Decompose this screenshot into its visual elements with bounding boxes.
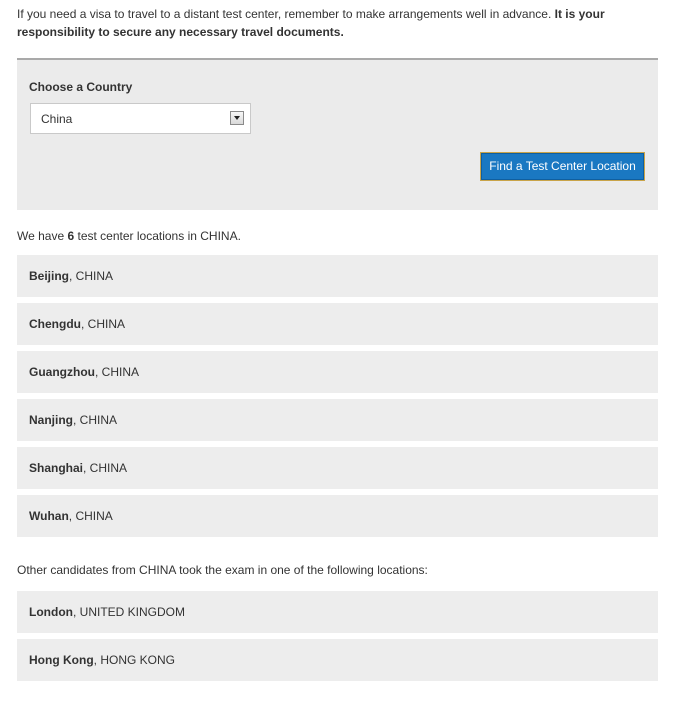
test-center-list bbox=[17, 255, 658, 543]
location-city: Nanjing bbox=[29, 413, 73, 427]
list-item[interactable] bbox=[17, 447, 658, 489]
location-country: , CHINA bbox=[81, 317, 126, 331]
country-select[interactable] bbox=[30, 103, 251, 134]
visa-notice bbox=[17, 5, 647, 41]
location-city: Hong Kong bbox=[29, 653, 94, 667]
list-item[interactable] bbox=[17, 639, 658, 681]
location-summary bbox=[17, 229, 241, 243]
location-country: , UNITED KINGDOM bbox=[72, 605, 185, 619]
location-country: , HONG KONG bbox=[93, 653, 175, 667]
find-test-center-button[interactable]: Find a Test Center Location bbox=[480, 152, 645, 181]
list-item[interactable] bbox=[17, 495, 658, 537]
location-city: Guangzhou bbox=[29, 365, 95, 379]
summary-suffix: test center locations in CHINA. bbox=[74, 229, 241, 243]
location-city: Wuhan bbox=[29, 509, 69, 523]
location-country: , CHINA bbox=[83, 461, 128, 475]
country-label: Choose a Country bbox=[29, 80, 133, 94]
location-country: , CHINA bbox=[95, 365, 140, 379]
list-item[interactable] bbox=[17, 399, 658, 441]
summary-count: 6 bbox=[67, 229, 75, 243]
location-city: London bbox=[29, 605, 73, 619]
location-city: Beijing bbox=[29, 269, 70, 283]
location-city: Chengdu bbox=[29, 317, 81, 331]
location-city: Shanghai bbox=[29, 461, 84, 475]
list-item[interactable] bbox=[17, 351, 658, 393]
other-locations-list bbox=[17, 591, 658, 687]
list-item[interactable] bbox=[17, 255, 658, 297]
visa-notice-bold: It is your responsibility to secure any necessary travel documents. bbox=[17, 7, 605, 39]
location-country: , CHINA bbox=[69, 269, 114, 283]
summary-prefix: We have bbox=[17, 229, 68, 243]
list-item[interactable] bbox=[17, 591, 658, 633]
chevron-down-icon[interactable] bbox=[230, 111, 244, 125]
location-country: , CHINA bbox=[73, 413, 118, 427]
other-locations-intro: Other candidates from CHINA took the exam in one of the following locations: bbox=[17, 563, 428, 577]
country-search-panel bbox=[17, 58, 658, 210]
list-item[interactable] bbox=[17, 303, 658, 345]
location-country: , CHINA bbox=[68, 509, 113, 523]
visa-notice-text: If you need a visa to travel to a distant test center, remember to make arrangements well in advance. bbox=[17, 7, 555, 21]
country-select-value: China bbox=[41, 112, 73, 126]
